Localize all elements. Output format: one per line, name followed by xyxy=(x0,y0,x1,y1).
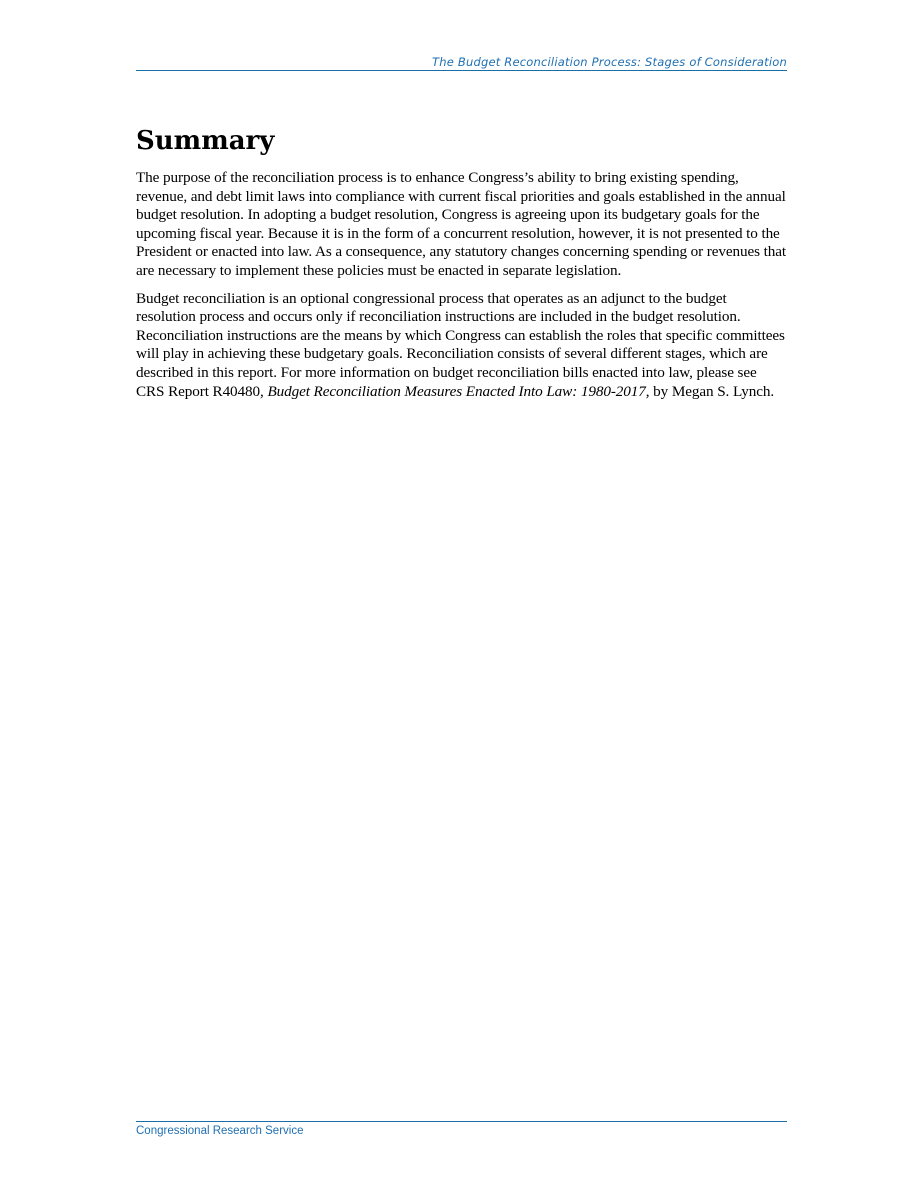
paragraph-2-author: , by Megan S. Lynch. xyxy=(645,382,775,400)
page-content xyxy=(136,122,788,410)
summary-heading: Summary xyxy=(136,126,275,156)
summary-paragraph-2 xyxy=(136,290,788,402)
running-header xyxy=(136,54,787,71)
cited-report-title: Budget Reconciliation Measures Enacted Into Law: 1980-2017 xyxy=(267,382,646,400)
paragraph-2-text: Budget reconciliation is an optional congressional process that operates as an adjunct to the budget resolution process and occurs only if reconciliation instructions are included in the budget resolution. Reconciliation instructions are the means by which Congress can establish the roles that specific committees will play in achieving these budgetary goals. Reconciliation consists of several different stages, which are described in this report. For more information on budget reconciliation bills enacted into law, please see CRS Report R40480, xyxy=(136,289,785,400)
summary-paragraph-1: The purpose of the reconciliation process is to enhance Congress’s ability to bring existing spending, revenue, and debt limit laws into compliance with current fiscal priorities and goals established in the annual budget resolution. In adopting a budget resolution, Congress is agreeing upon its budgetary goals for the upcoming fiscal year. Because it is in the form of a concurrent resolution, however, it is not presented to the President or enacted into law. As a consequence, any statutory changes concerning spending or revenues that are necessary to implement these policies must be enacted in separate legislation. xyxy=(136,169,787,279)
running-header-title: The Budget Reconciliation Process: Stages of Consideration xyxy=(432,55,787,69)
footer-rule xyxy=(136,1121,787,1122)
running-footer: Congressional Research Service xyxy=(136,1125,304,1137)
